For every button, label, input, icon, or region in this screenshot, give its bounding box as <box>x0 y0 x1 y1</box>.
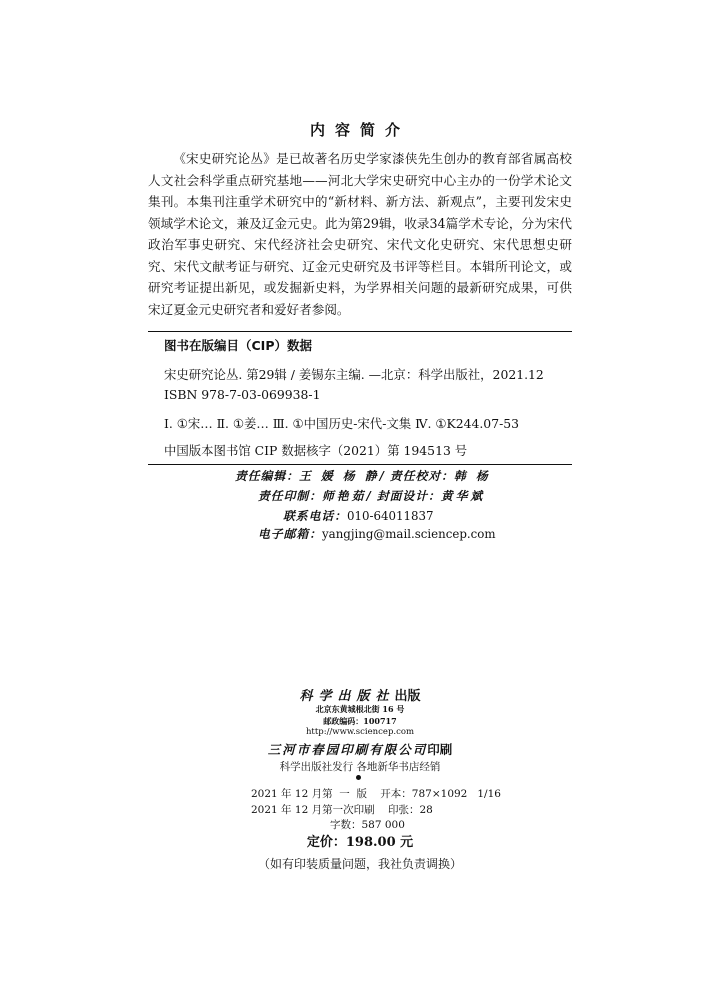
email-label: 电子邮箱： <box>258 527 322 541</box>
distribution-line: 科学出版社发行 各地新华书店经销 <box>279 761 441 773</box>
proof-label: / 责任校对： <box>379 469 454 483</box>
phone-label: 联系电话： <box>283 509 347 523</box>
cip-classification: Ⅰ. ①宋… Ⅱ. ①姜… Ⅲ. ①中国历史-宋代-文集 Ⅳ. ①K244.07-53 <box>164 416 520 431</box>
summary-paragraph: 《宋史研究论丛》是已故著名历史学家漆侠先生创办的教育部省属高校人文社会科学重点研究基地——河北大学宋史研究中心主办的一份学术论文集刊。本集刊注重学术研究中的“新材料、新方法、新观点”，主要刊发宋史领域学术论文，兼及辽金元史。此为第29辑，收录34篇学术专论，分为宋代政治军事史研究、宋代经济社会史研究、宋代文化史研究、宋代思想史研究、宋代文献考证与研究、辽金元史研究及书评等栏目。本辑所刊论文，或研究考证提出新见，或发掘新史料，为学界相关问题的最新研究成果，可供宋辽夏金元史研究者和爱好者参阅。 <box>148 151 572 317</box>
email-address: yangjing@mail.sciencep.com <box>322 527 496 541</box>
credits-production <box>258 487 720 504</box>
cip-bottom-rule <box>148 464 572 465</box>
printer-name: 三河市春园印刷有限公司 <box>267 742 428 757</box>
cip-top-rule <box>148 331 572 332</box>
wordcount-line: 字数：587 000 <box>330 819 405 831</box>
publisher-address: 北京东黄城根北街 16 号 <box>315 704 405 714</box>
printer-line <box>0 740 720 758</box>
editor-names: 王 媛 杨 静 <box>299 469 380 483</box>
printing-line: 2021 年 12 月第一次印刷 印张：28 <box>251 804 433 816</box>
phone-number: 010-64011837 <box>347 509 434 523</box>
summary-section <box>148 148 572 320</box>
cip-title-line: 宋史研究论丛. 第29辑 / 姜锡东主编. —北京：科学出版社，2021.12 <box>164 367 544 382</box>
quality-notice: （如有印装质量问题，我社负责调换） <box>257 857 462 871</box>
publisher-suffix: 出版 <box>394 689 421 704</box>
credits-editors <box>235 467 720 484</box>
credits-phone <box>283 507 720 524</box>
cover-name: 黄华斌 <box>440 489 486 503</box>
separator-dot <box>356 775 361 780</box>
credits-email <box>258 525 720 542</box>
publisher-line <box>0 685 720 704</box>
publisher-name: 科学出版社 <box>299 689 395 704</box>
summary-title: 内容简介 <box>309 121 410 139</box>
print-name: 师艳茹 <box>322 489 367 503</box>
proof-name: 韩 杨 <box>453 469 491 483</box>
publisher-postcode: 邮政编码：100717 <box>323 716 397 726</box>
edition-line: 2021 年 12 月第 一 版 开本：787×1092 1/16 <box>251 788 501 800</box>
cover-label: / 封面设计： <box>366 489 441 503</box>
cip-heading: 图书在版编目（CIP）数据 <box>164 338 312 353</box>
printer-suffix: 印刷 <box>427 742 453 757</box>
price-line: 定价：198.00 元 <box>306 835 414 850</box>
print-label: 责任印制： <box>258 489 322 503</box>
cip-record-number: 中国版本图书馆 CIP 数据核字（2021）第 194513 号 <box>164 443 468 458</box>
editor-label: 责任编辑： <box>235 469 299 483</box>
publisher-url: http://www.sciencep.com <box>305 727 415 737</box>
cip-isbn: ISBN 978-7-03-069938-1 <box>164 387 321 402</box>
